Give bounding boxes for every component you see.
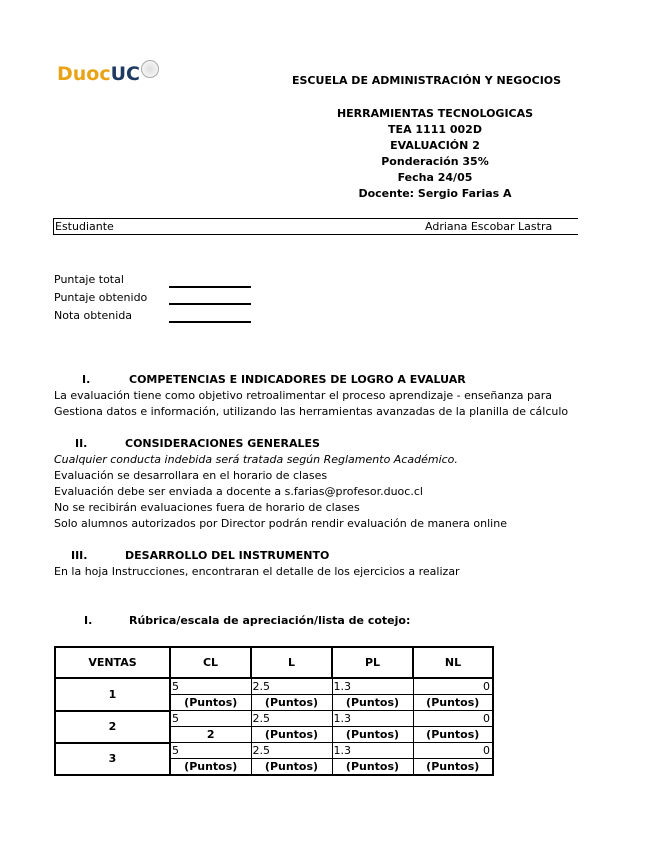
value-cell: 5 — [170, 678, 251, 695]
consideration-4: Solo alumnos autorizados por Director podrán rendir evaluación de manera online — [54, 517, 507, 530]
rubric-title: Rúbrica/escala de apreciación/lista de cotejo: — [129, 614, 411, 627]
points-cell[interactable]: (Puntos) — [251, 759, 332, 776]
logo-duoc-text: Duoc — [57, 63, 111, 85]
points-cell[interactable]: (Puntos) — [332, 695, 413, 711]
total-score-label: Puntaje total — [54, 273, 124, 286]
rubric-table — [54, 646, 494, 776]
student-label: Estudiante — [55, 220, 114, 233]
table-row — [55, 678, 493, 695]
rubric-number: I. — [84, 614, 93, 627]
section1-line-2: Gestiona datos e información, utilizando las herramientas avanzadas de la planilla de cálculo — [54, 405, 569, 418]
header-pl: PL — [332, 647, 413, 678]
value-cell: 1.3 — [332, 678, 413, 695]
school-title: ESCUELA DE ADMINISTRACIÓN Y NEGOCIOS — [292, 74, 562, 87]
grade-label: Nota obtenida — [54, 309, 133, 322]
row-label: 3 — [55, 743, 170, 776]
points-cell[interactable]: (Puntos) — [332, 759, 413, 776]
value-cell: 1.3 — [332, 711, 413, 727]
section2-title: CONSIDERACIONES GENERALES — [125, 437, 320, 450]
header-nl: NL — [413, 647, 493, 678]
points-cell[interactable]: (Puntos) — [413, 695, 493, 711]
value-cell: 5 — [170, 711, 251, 727]
header-cl: CL — [170, 647, 251, 678]
value-cell: 0 — [413, 743, 493, 759]
total-score-field[interactable] — [169, 286, 251, 288]
points-cell[interactable]: (Puntos) — [413, 759, 493, 776]
course-code: TEA 1111 002D — [388, 123, 482, 136]
table-row — [55, 743, 493, 759]
value-cell: 5 — [170, 743, 251, 759]
value-cell: 0 — [413, 678, 493, 695]
section3-number: III. — [71, 549, 88, 562]
duoc-uc-logo — [57, 60, 159, 85]
points-cell[interactable]: (Puntos) — [170, 759, 251, 776]
consideration-3: No se recibirán evaluaciones fuera de horario de clases — [54, 501, 360, 514]
logo-uc-text: UC — [110, 63, 140, 85]
header-l: L — [251, 647, 332, 678]
exam-date: Fecha 24/05 — [397, 171, 473, 184]
value-cell: 2.5 — [251, 711, 332, 727]
value-cell: 2.5 — [251, 678, 332, 695]
obtained-score-label: Puntaje obtenido — [54, 291, 148, 304]
course-name: HERRAMIENTAS TECNOLOGICAS — [336, 107, 534, 120]
points-cell[interactable]: (Puntos) — [251, 727, 332, 743]
value-cell: 2.5 — [251, 743, 332, 759]
table-row — [55, 711, 493, 727]
weighting: Ponderación 35% — [381, 155, 489, 168]
points-cell[interactable]: (Puntos) — [332, 727, 413, 743]
points-cell[interactable]: (Puntos) — [251, 695, 332, 711]
section1-title: COMPETENCIAS E INDICADORES DE LOGRO A EVALUAR — [129, 373, 466, 386]
row-label: 1 — [55, 678, 170, 711]
consideration-1: Evaluación se desarrollara en el horario de clases — [54, 469, 328, 482]
teacher-name: Docente: Sergio Farias A — [358, 187, 512, 200]
section3-line: En la hoja Instrucciones, encontraran el detalle de los ejercicios a realizar — [54, 565, 460, 578]
consideration-2: Evaluación debe ser enviada a docente a s.farias@profesor.duoc.cl — [54, 485, 423, 498]
rubric-header-row — [55, 647, 493, 678]
student-name: Adriana Escobar Lastra — [425, 220, 553, 233]
section3-title: DESARROLLO DEL INSTRUMENTO — [125, 549, 330, 562]
grade-field[interactable] — [169, 321, 251, 323]
value-cell: 1.3 — [332, 743, 413, 759]
section2-number: II. — [75, 437, 88, 450]
obtained-score-field[interactable] — [169, 303, 251, 305]
section1-number: I. — [82, 373, 91, 386]
conduct-note: Cualquier conducta indebida será tratada según Reglamento Académico. — [54, 453, 458, 466]
points-cell[interactable]: (Puntos) — [170, 695, 251, 711]
seal-icon — [141, 60, 159, 78]
value-cell: 0 — [413, 711, 493, 727]
student-row — [53, 218, 578, 235]
points-cell[interactable]: 2 — [170, 727, 251, 743]
header-ventas: VENTAS — [55, 647, 170, 678]
row-label: 2 — [55, 711, 170, 743]
points-cell[interactable]: (Puntos) — [413, 727, 493, 743]
evaluation-title: EVALUACIÓN 2 — [390, 139, 480, 152]
section1-line-1: La evaluación tiene como objetivo retroalimentar el proceso aprendizaje - enseñanza para — [54, 389, 553, 402]
